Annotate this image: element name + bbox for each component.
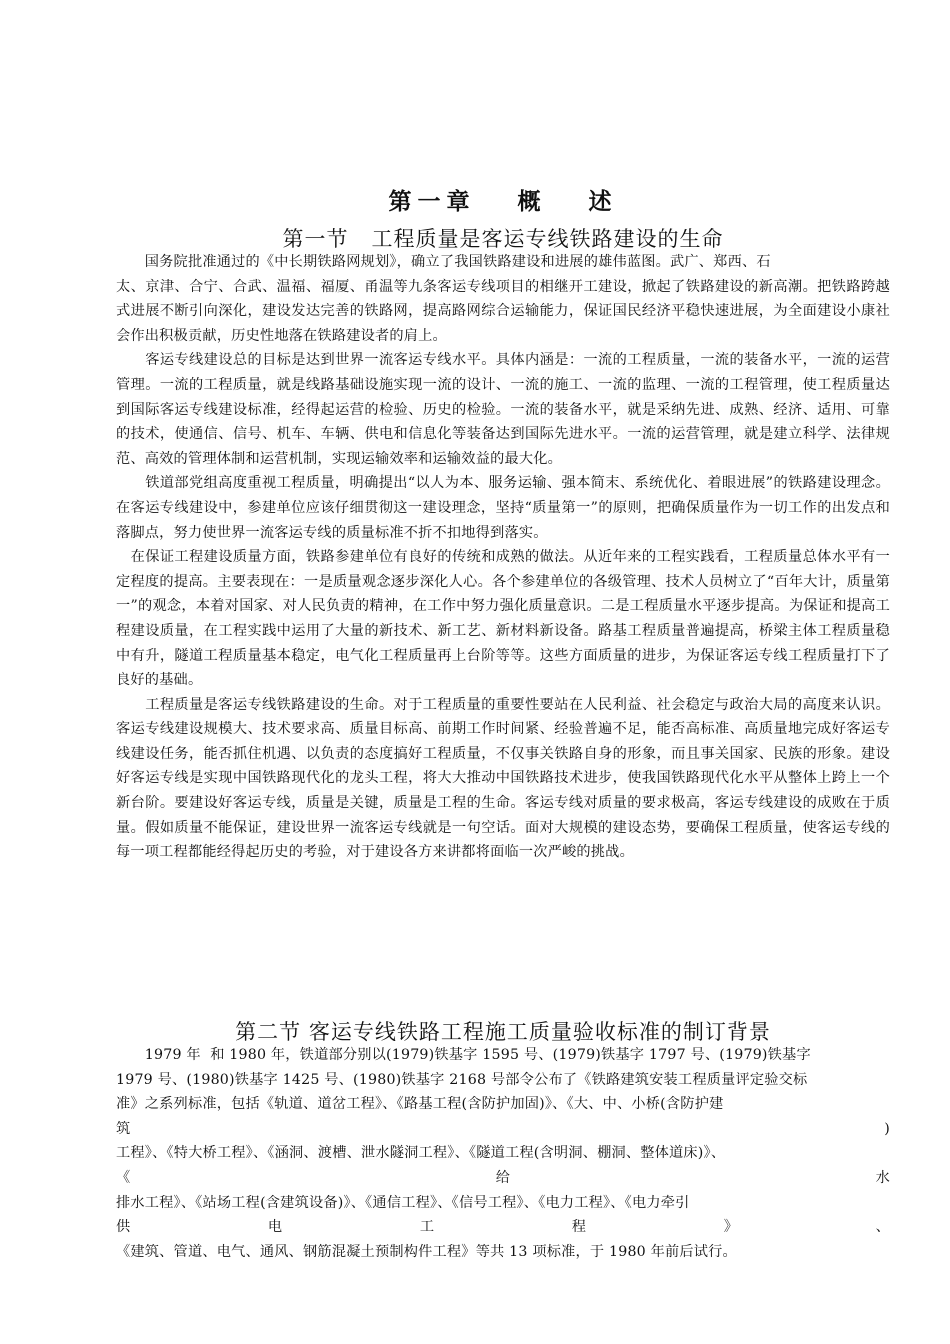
section-2-line-6 <box>116 1166 890 1191</box>
section-2-line-6-part-a: 《 <box>116 1169 131 1186</box>
section-1-paragraph-2: 客运专线建设总的目标是达到世界一流客运专线水平。具体内涵是：一流的工程质量，一流的装备水平，一流的运营管理。一流的工程质量，就是线路基础设施实现一流的设计、一流的施工、一流的监理、一流的工程管理，使工程质量达到国际客运专线建设标准，经得起运营的检验、历史的检验。一流的装备水平，就是采纳先进、成熟、经济、适用、可靠的技术，使通信、信号、机车、车辆、供电和信息化等装备达到国际先进水平。一流的运营管理，就是建立科学、法律规范、高效的管理体制和运营机制，实现运输效率和运输效益的最大化。 <box>116 352 890 467</box>
section-2-line-4-end: ) <box>884 1120 890 1137</box>
section-2-line-8 <box>116 1215 890 1240</box>
section-1-paragraph-3: 铁道部党组高度重视工程质量，明确提出“以人为本、服务运输、强本简末、系统优化、着眼进展”的铁路建设理念。在客运专线建设中，参建单位应该仔细贯彻这一建设理念，坚持“质量第一”的原则，把确保质量作为一切工作的出发点和落脚点，努力使世界一流客运专线的质量标准不折不扣地得到落实。 <box>116 475 890 541</box>
section-2-line-3: 准》之系列标准，包括《轨道、道岔工程》、《路基工程(含防护加固)》、《大、中、小桥(含防护建 <box>116 1096 724 1113</box>
section-2-line-4-start: 筑 <box>116 1120 131 1137</box>
section-2-line-9: 《建筑、管道、电气、通风、钢筋混凝土预制构件工程》等共 13 项标准，于 1980 年前后试行。 <box>116 1243 737 1260</box>
section-1-paragraph-1: 国务院批准通过的《中长期铁路网规划》，确立了我国铁路建设和进展的雄伟蓝图。武广、郑西、石 太、京津、合宁、合武、温福、福厦、甬温等九条客运专线项目的相继开工建设，掀起了铁路建设的新高潮。把铁路跨越式进展不断引向深化，建设发达完善的铁路网，提高路网综合运输能力，保证国民经济平稳快速进展，为全面建设小康社会作出积极贡献，历史性地落在铁路建设者的肩上。 <box>116 254 890 344</box>
section-2-line-8-part-d: 程 <box>571 1219 587 1236</box>
section-2-line-8-part-e: 》 <box>723 1219 739 1236</box>
section-1-body <box>116 250 890 865</box>
section-2-line-5: 工程》、《特大桥工程》、《涵洞、渡槽、泄水隧洞工程》、《隧道工程(含明洞、棚洞、整体道床)》、 <box>116 1145 726 1162</box>
section-2-line-8-part-a: 供 <box>116 1219 131 1236</box>
section-2-line-8-part-b: 电 <box>267 1219 283 1236</box>
section-2-line-6-part-b: 给 <box>495 1169 511 1186</box>
section-1-paragraph-5: 工程质量是客运专线铁路建设的生命。对于工程质量的重要性要站在人民利益、社会稳定与政治大局的高度来认识。客运专线建设规模大、技术要求高、质量目标高、前期工作时间紧、经验普遍不足，能否高标准、高质量地完成好客运专线建设任务，能否抓住机遇、以负责的态度搞好工程质量，不仅事关铁路自身的形象，而且事关国家、民族的形象。建设好客运专线是实现中国铁路现代化的龙头工程，将大大推动中国铁路技术进步，使我国铁路现代化水平从整体上跨上一个新台阶。要建设好客运专线，质量是关键，质量是工程的生命。客运专线对质量的要求极高，客运专线建设的成败在于质量。假如质量不能保证，建设世界一流客运专线就是一句空话。面对大规模的建设态势，要确保工程质量，使客运专线的每一项工程都能经得起历史的考验，对于建设各方来讲都将面临一次严峻的挑战。 <box>116 696 890 861</box>
section-2-line-8-part-c: 工 <box>419 1219 435 1236</box>
section-2-line-1: 1979 年 和 1980 年，铁道部分别以(1979)铁基字 1595 号、(1979)铁基字 1797 号、(1979)铁基字 <box>116 1047 811 1063</box>
section-2-line-7: 排水工程》、《站场工程(含建筑设备)》、《通信工程》、《信号工程》、《电力工程》、《电力牵引 <box>116 1194 690 1211</box>
chapter-title: 第一章 概 述 <box>388 189 618 215</box>
section-2-line-2: 1979 号、(1980)铁基字 1425 号、(1980)铁基字 2168 号部令公布了《铁路建筑安装工程质量评定验交标 <box>116 1071 808 1088</box>
section-2-title: 第二节 客运专线铁路工程施工质量验收标准的制订背景 <box>235 1020 771 1044</box>
section-1-title: 第一节 工程质量是客运专线铁路建设的生命 <box>282 227 724 251</box>
section-2-line-8-part-f: 、 <box>875 1219 890 1236</box>
section-1-paragraph-4: 在保证工程建设质量方面，铁路参建单位有良好的传统和成熟的做法。从近年来的工程实践看，工程质量总体水平有一定程度的提高。主要表现在：一是质量观念逐步深化人心。各个参建单位的各级管理、技术人员树立了“百年大计，质量第一”的观念，本着对国家、对人民负责的精神，在工作中努力强化质量意识。二是工程质量水平逐步提高。为保证和提高工程建设质量，在工程实践中运用了大量的新技术、新工艺、新材料新设备。路基工程质量普遍提高，桥梁主体工程质量稳中有升，隧道工程质量基本稳定，电气化工程质量再上台阶等等。这些方面质量的进步，为保证客运专线工程质量打下了良好的基础。 <box>116 549 890 689</box>
section-2-line-6-part-c: 水 <box>875 1169 890 1186</box>
section-2-body <box>116 1043 890 1264</box>
section-2-line-4 <box>116 1117 890 1142</box>
